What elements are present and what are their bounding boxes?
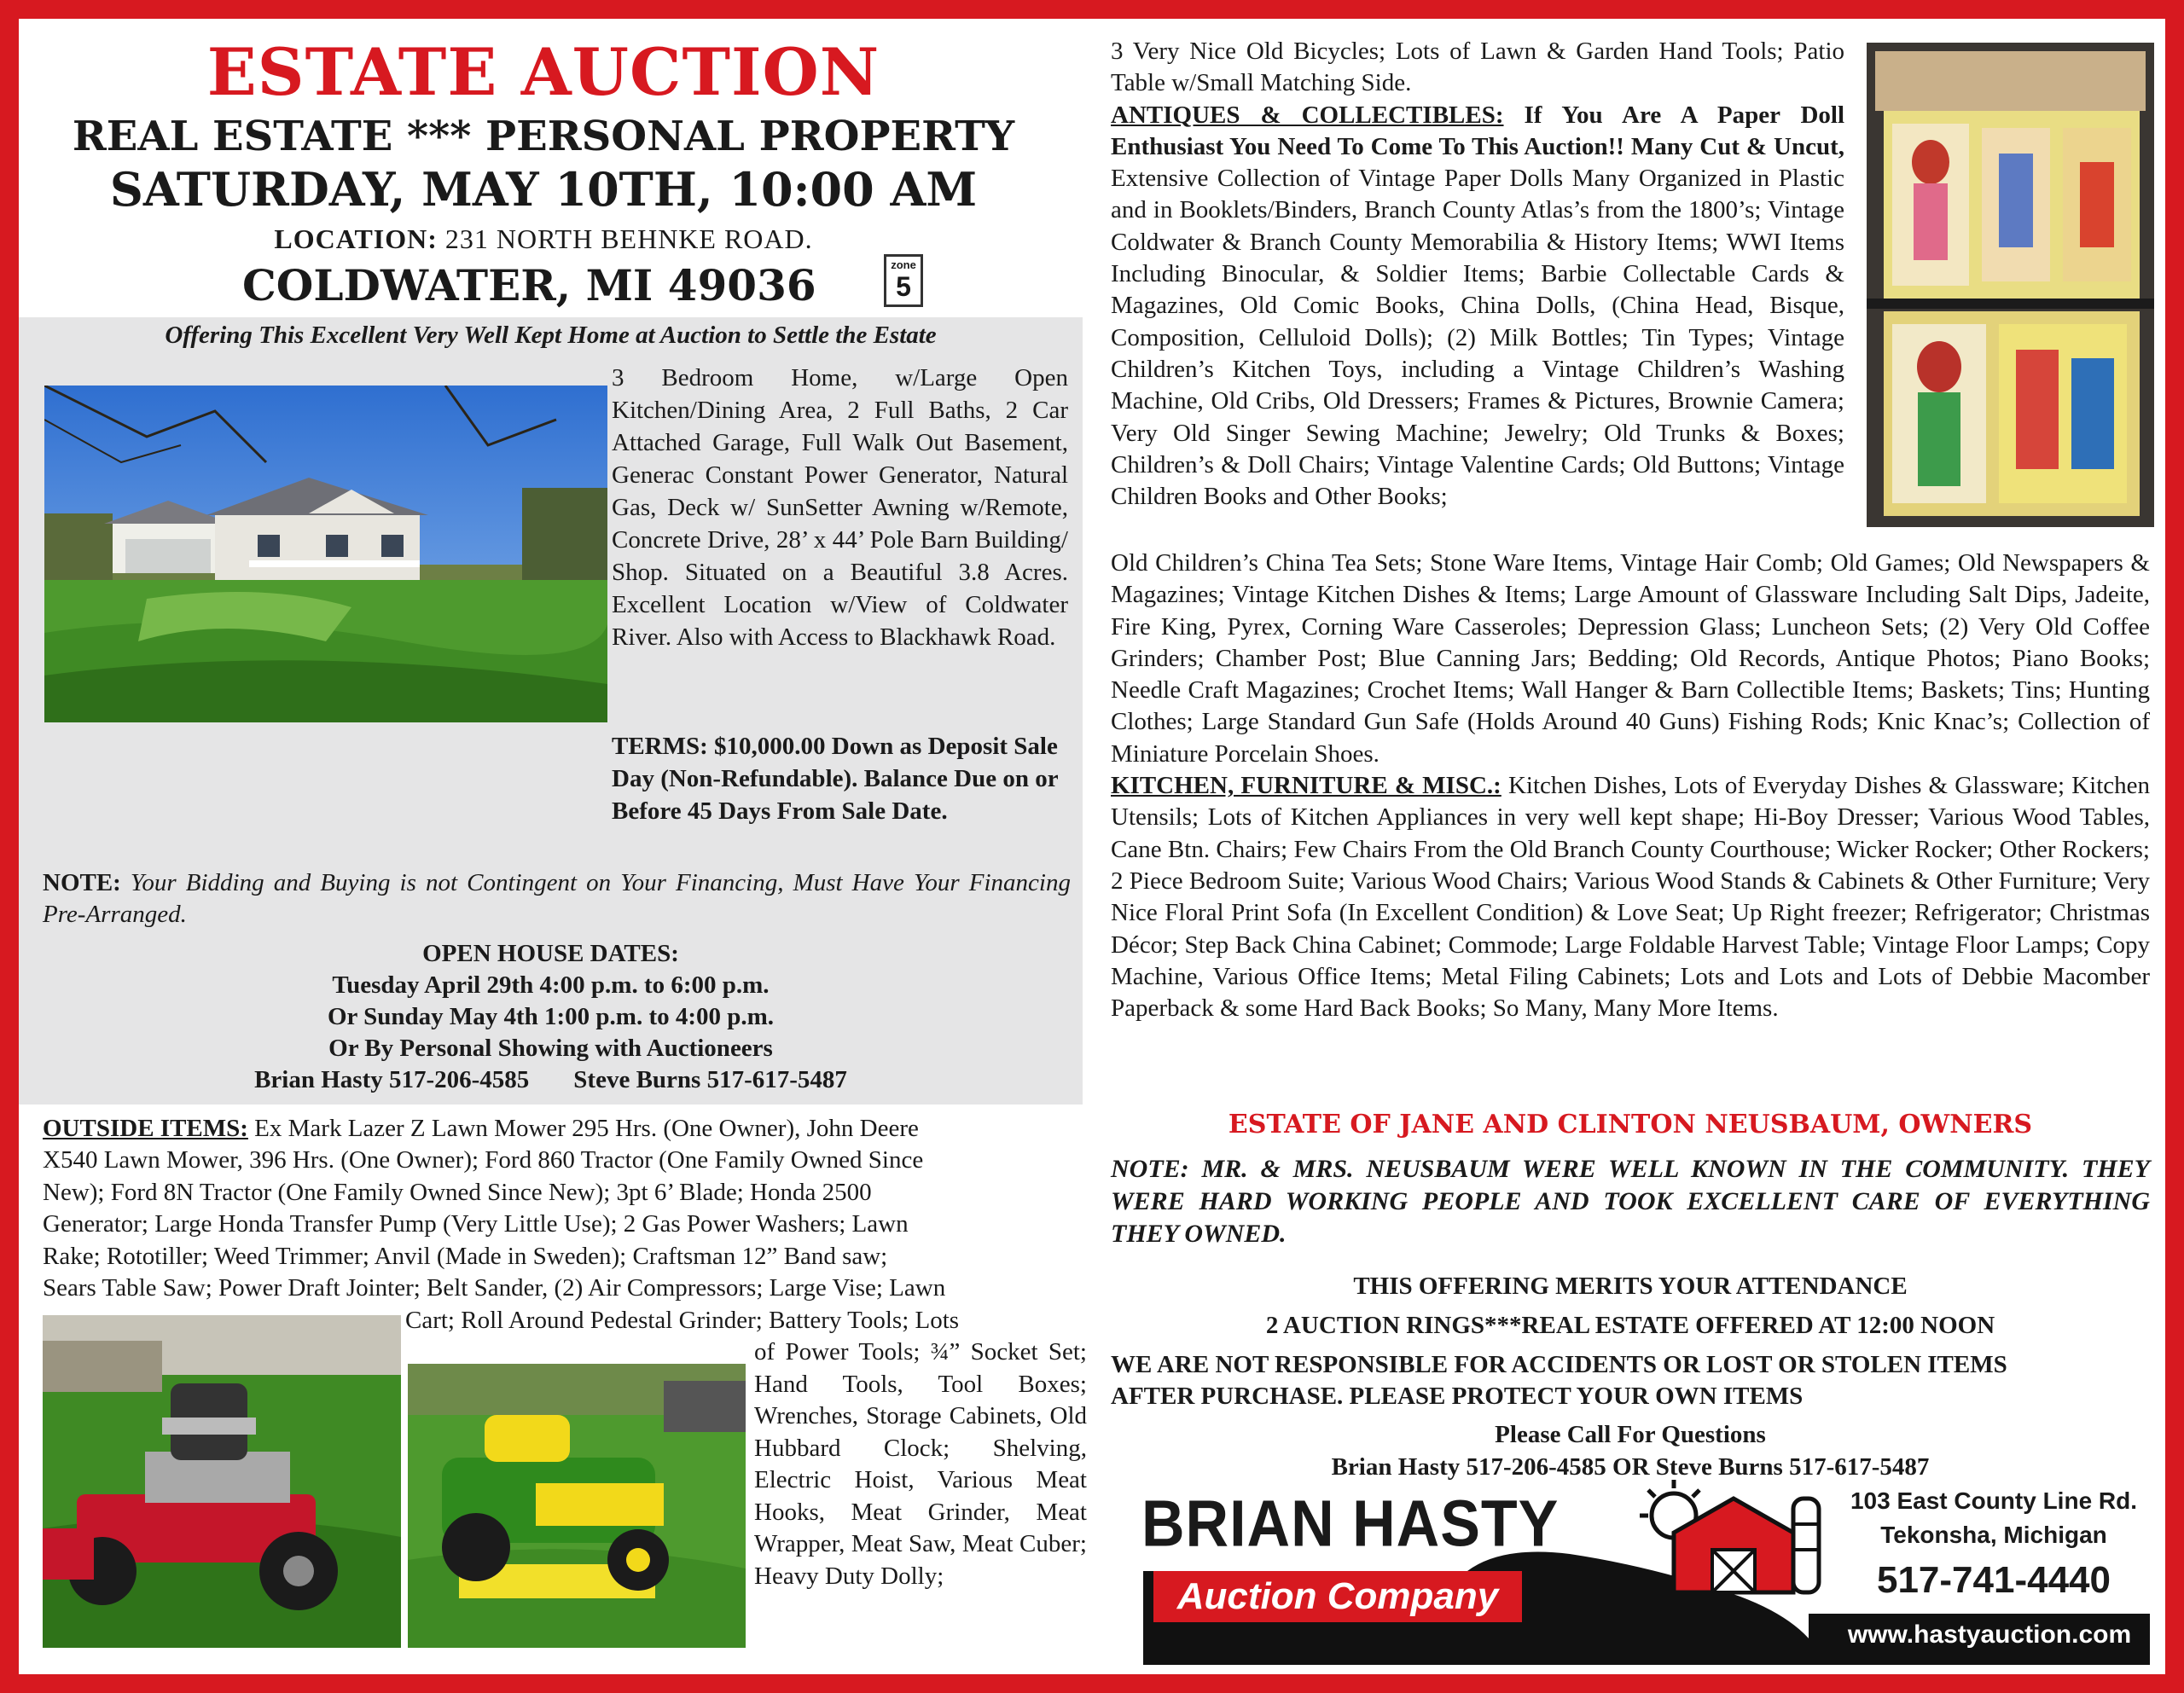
- red-mower-image: [43, 1315, 401, 1648]
- disclaimer-line-1: WE ARE NOT RESPONSIBLE FOR ACCIDENTS OR LOST OR STOLEN ITEMS: [1111, 1351, 2007, 1378]
- logo-address-1: 103 East County Line Rd.: [1850, 1487, 2138, 1514]
- open-house-line-3: Or By Personal Showing with Auctioneers: [328, 1035, 773, 1062]
- location-line: [19, 223, 1068, 255]
- outside-line-6: Sears Table Saw; Power Draft Jointer; Belt Sander, (2) Air Compressors; Large Vise; Lawn: [43, 1274, 946, 1302]
- outside-heading: OUTSIDE ITEMS:: [43, 1115, 248, 1142]
- zone-badge: [884, 254, 923, 307]
- location-label: LOCATION:: [274, 223, 438, 254]
- outside-line-3: New); Ford 8N Tractor (One Family Owned Since New); 3pt 6’ Blade; Honda 2500: [43, 1179, 872, 1206]
- page-subtitle: REAL ESTATE *** PERSONAL PROPERTY: [72, 113, 1015, 160]
- logo-name: BRIAN HASTY: [1141, 1487, 1560, 1560]
- contact-brian: Brian Hasty 517-206-4585: [254, 1066, 530, 1093]
- red-mower-photo: [43, 1315, 401, 1648]
- house-photo-image: [44, 386, 607, 722]
- auction-datetime: SATURDAY, MAY 10TH, 10:00 AM: [109, 162, 978, 217]
- logo-tagline: Auction Company: [1153, 1571, 1522, 1622]
- logo-website[interactable]: www.hastyauction.com: [1847, 1621, 2132, 1649]
- logo-address-2: Tekonsha, Michigan: [1880, 1522, 2107, 1548]
- antiques-heading: ANTIQUES & COLLECTIBLES:: [1111, 101, 1504, 129]
- terms-text: TERMS: $10,000.00 Down as Deposit Sale Day (Non-Refundable). Balance Due on or Before 45 Days From Sale Date.: [612, 733, 1059, 825]
- house-photo: [44, 386, 607, 722]
- antiques-bold: If You Are A Paper Doll Enthusiast You Need To Come To This Auction!! Many Cut & Uncut,: [1111, 101, 1844, 160]
- logo-phone: 517-741-4440: [1876, 1559, 2111, 1601]
- antiques-lead: 3 Very Nice Old Bicycles; Lots of Lawn & Garden Hand Tools; Patio Table w/Small Matching Side.: [1111, 38, 1844, 97]
- zone-number: 5: [896, 271, 911, 302]
- disclaimer-line-2: AFTER PURCHASE. PLEASE PROTECT YOUR OWN ITEMS: [1111, 1383, 1804, 1410]
- location-value: 231 NORTH BEHNKE ROAD.: [437, 223, 813, 254]
- open-house-heading: OPEN HOUSE DATES:: [422, 940, 679, 967]
- outside-line-7: Cart; Roll Around Pedestal Grinder; Battery Tools; Lots: [405, 1307, 960, 1334]
- antiques-continued: [1111, 548, 2150, 1024]
- page-title: ESTATE AUCTION: [206, 34, 880, 110]
- financing-note: [43, 867, 1071, 931]
- note-text: Your Bidding and Buying is not Contingent on Your Financing, Must Have Your Financing Pre-Arranged.: [43, 869, 1071, 928]
- outside-line-2: X540 Lawn Mower, 396 Hrs. (One Owner); Ford 860 Tractor (One Family Owned Since: [43, 1146, 924, 1174]
- open-house-line-1: Tuesday April 29th 4:00 p.m. to 6:00 p.m.: [332, 971, 770, 999]
- owners-note: NOTE: MR. & MRS. NEUSBAUM WERE WELL KNOWN IN THE COMMUNITY. THEY WERE HARD WORKING PEOPLE AND TOOK EXCELLENT CARE OF EVERYTHING THEY OWNED.: [1111, 1155, 2150, 1248]
- house-description: 3 Bedroom Home, w/Large Open Kitchen/Dining Area, 2 Full Baths, 2 Car Attached Garage, Full Walk Out Basement, Generac Constant Power Generator, Natural Gas, Deck w/ SunSetter Awning w/Remote, Concrete Drive, 28’ x 44’ Pole Barn Building/ Shop. Situated on a Beautiful 3.8 Acres. Excellent Location w/View of Coldwater River. Also with Access to Blackhawk Road.: [612, 364, 1068, 651]
- kitchen-text: Kitchen Dishes, Lots of Everyday Dishes & Glassware; Kitchen Utensils; Lots of Kitchen Appliances in very well kept shape; Hi-Boy Dresser; Various Wood Tables, Cane Btn. Chairs; Few Chairs From the Old Branch County Courthouse; Wicker Rocker; Other Rockers; 2 Piece Bedroom Suite; Various Wood Chairs; Various Wood Stands & Cabinets & Other Furniture; Very Nice Floral Print Sofa (In Excellent Condition) & Love Seat; Up Right freezer; Refrigerator; Christmas Décor; Step Back China Cabinet; Commode; Large Foldable Harvest Table; Vintage Floor Lamps; Copy Machine, Various Office Items; Metal Filing Cabinets; Lots and Lots and Lots of Debbie Macomber Paperback & some Hard Back Books; So Many, Many More Items.: [1111, 772, 2151, 1023]
- paper-dolls-image: [1867, 43, 2154, 527]
- estate-owners: ESTATE OF JANE AND CLINTON NEUSBAUM, OWNERS: [1228, 1110, 2033, 1139]
- antiques-section: [1111, 36, 1844, 513]
- contact-steve: Steve Burns 517-617-5487: [573, 1066, 847, 1093]
- barn-icon: [1640, 1473, 1827, 1609]
- green-mower-photo: [408, 1364, 746, 1648]
- outside-items-narrow: of Power Tools; ¾” Socket Set; Hand Tools, Tool Boxes; Wrenches, Storage Cabinets, Old Hubbard Clock; Shelving, Electric Hoist, Various Meat Hooks, Meat Grinder, Meat Wrapper, Meat Saw, Meat Cuber; Heavy Duty Dolly;: [754, 1338, 1087, 1590]
- note-label: NOTE:: [43, 869, 121, 896]
- zone-label: zone: [891, 258, 916, 271]
- paper-dolls-photo: [1867, 43, 2154, 527]
- outside-line-4: Generator; Large Honda Transfer Pump (Very Little Use); 2 Gas Power Washers; Lawn: [43, 1210, 909, 1238]
- offering-line: Offering This Excellent Very Well Kept Home at Auction to Settle the Estate: [165, 322, 937, 349]
- open-house-line-2: Or Sunday May 4th 1:00 p.m. to 4:00 p.m.: [327, 1003, 775, 1030]
- kitchen-heading: KITCHEN, FURNITURE & MISC.:: [1111, 772, 1502, 800]
- call-contacts: Brian Hasty 517-206-4585 OR Steve Burns 517-617-5487: [1331, 1453, 1930, 1481]
- antiques-text-top: Extensive Collection of Vintage Paper Dolls Many Organized in Plastic and in Booklets/Binders, Branch County Atlas’s from the 1800’s; Vintage Coldwater & Branch County Memorabilia & History Items; WWI Items Including Binocular, & Soldier Items; Barbie Collectable Cards & Magazines, Old Comic Books, China Dolls, (China Head, Bisque, Composition, Celluloid Dolls); (2) Milk Bottles; Tin Types; Vintage Children’s Kitchen Toys, including a Vintage Children’s Washing Machine, Old Cribs, Old Dressers; Frames & Pictures, Brownie Camera; Very Old Singer Sewing Machine; Jewelry; Old Trunks & Boxes; Children’s & Doll Chairs; Vintage Valentine Cards; Old Buttons; Vintage Children Books and Other Books;: [1111, 165, 1844, 511]
- merits-line: THIS OFFERING MERITS YOUR ATTENDANCE: [1353, 1273, 1908, 1300]
- outside-line-5: Rake; Rototiller; Weed Trimmer; Anvil (Made in Sweden); Craftsman 12” Band saw;: [43, 1243, 888, 1270]
- antiques-text-bottom: Old Children’s China Tea Sets; Stone Ware Items, Vintage Hair Comb; Old Games; Old Newspapers & Magazines; Vintage Kitchen Dishes & Items; Large Amount of Glassware Including Salt Dips, Jadeite, Fire King, Pyrex, Corning Ware Casseroles; Depression Glass; Luncheon Sets; (2) Very Old Coffee Grinders; Chamber Post; Blue Canning Jars; Bedding; Old Records, Antique Photos; Piano Books; Needle Craft Magazines; Crochet Items; Wall Hanger & Barn Collectible Items; Baskets; Tins; Hunting Clothes; Large Standard Gun Safe (Holds Around 40 Guns) Fishing Rods; Knic Knac’s; Collection of Miniature Porcelain Shoes.: [1111, 549, 2150, 768]
- outside-line-1: OUTSIDE ITEMS: Ex Mark Lazer Z Lawn Mower 295 Hrs. (One Owner), John Deere: [43, 1115, 919, 1142]
- green-mower-image: [408, 1364, 746, 1648]
- call-line: Please Call For Questions: [1495, 1421, 1766, 1448]
- city-line: COLDWATER, MI 49036: [242, 260, 816, 310]
- auction-flyer: [19, 19, 2165, 1674]
- open-house-contacts: [19, 1064, 1083, 1096]
- open-house-block: [19, 938, 1083, 1096]
- rings-line: 2 AUCTION RINGS***REAL ESTATE OFFERED AT 12:00 NOON: [1265, 1312, 1995, 1339]
